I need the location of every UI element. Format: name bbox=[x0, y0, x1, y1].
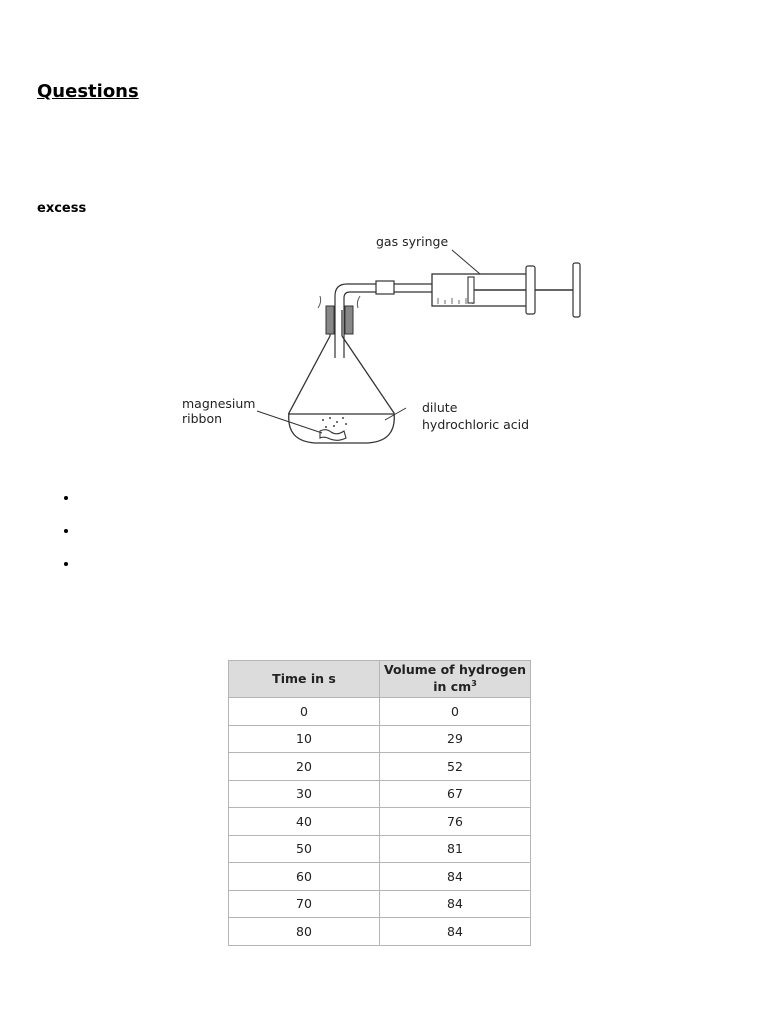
syringe-plunger-head bbox=[468, 277, 474, 303]
magnesium-ribbon bbox=[320, 430, 346, 441]
cell-time: 50 bbox=[229, 835, 380, 863]
leader-gas-syringe bbox=[452, 250, 480, 274]
header-volume-line2: in cm bbox=[433, 679, 472, 695]
cell-volume: 29 bbox=[380, 725, 531, 753]
stopper-right bbox=[345, 306, 353, 334]
cell-time: 40 bbox=[229, 808, 380, 836]
cell-time: 20 bbox=[229, 753, 380, 781]
header-volume bbox=[380, 661, 531, 698]
apparatus-diagram bbox=[170, 228, 590, 453]
label-magnesium: magnesium bbox=[182, 396, 256, 411]
page-title: Questions bbox=[37, 81, 139, 102]
cell-volume: 84 bbox=[380, 863, 531, 891]
conical-flask bbox=[289, 310, 395, 443]
header-volume-sup: 3 bbox=[471, 679, 477, 689]
excess-label: excess bbox=[37, 201, 87, 216]
table-row bbox=[229, 753, 531, 781]
tube-connector bbox=[376, 281, 394, 294]
cell-volume: 52 bbox=[380, 753, 531, 781]
results-table bbox=[228, 660, 531, 946]
header-time: Time in s bbox=[229, 661, 380, 698]
table-row bbox=[229, 725, 531, 753]
cell-volume: 76 bbox=[380, 808, 531, 836]
table-row bbox=[229, 698, 531, 726]
label-dilute: dilute bbox=[422, 400, 458, 415]
label-gas-syringe: gas syringe bbox=[376, 234, 449, 249]
table-row bbox=[229, 918, 531, 946]
table-row bbox=[229, 808, 531, 836]
cell-time: 10 bbox=[229, 725, 380, 753]
stopper-left bbox=[326, 306, 334, 334]
table-row bbox=[229, 780, 531, 808]
cell-time: 80 bbox=[229, 918, 380, 946]
cell-time: 30 bbox=[229, 780, 380, 808]
cell-time: 60 bbox=[229, 863, 380, 891]
apparatus-svg bbox=[170, 228, 590, 453]
bullet-list bbox=[58, 490, 78, 589]
syringe-thumb-rest bbox=[573, 263, 580, 317]
cell-volume: 81 bbox=[380, 835, 531, 863]
table-row bbox=[229, 835, 531, 863]
label-hydrochloric-acid: hydrochloric acid bbox=[422, 417, 530, 432]
table-row bbox=[229, 890, 531, 918]
label-ribbon: ribbon bbox=[182, 411, 223, 426]
table-header-row bbox=[229, 661, 531, 698]
table-row bbox=[229, 863, 531, 891]
cell-volume: 67 bbox=[380, 780, 531, 808]
bubbles bbox=[322, 417, 347, 428]
cell-time: 0 bbox=[229, 698, 380, 726]
cell-volume: 84 bbox=[380, 918, 531, 946]
header-volume-line1: Volume of hydrogen bbox=[383, 662, 527, 678]
syringe-flange bbox=[526, 266, 535, 314]
cell-time: 70 bbox=[229, 890, 380, 918]
cell-volume: 0 bbox=[380, 698, 531, 726]
cell-volume: 84 bbox=[380, 890, 531, 918]
